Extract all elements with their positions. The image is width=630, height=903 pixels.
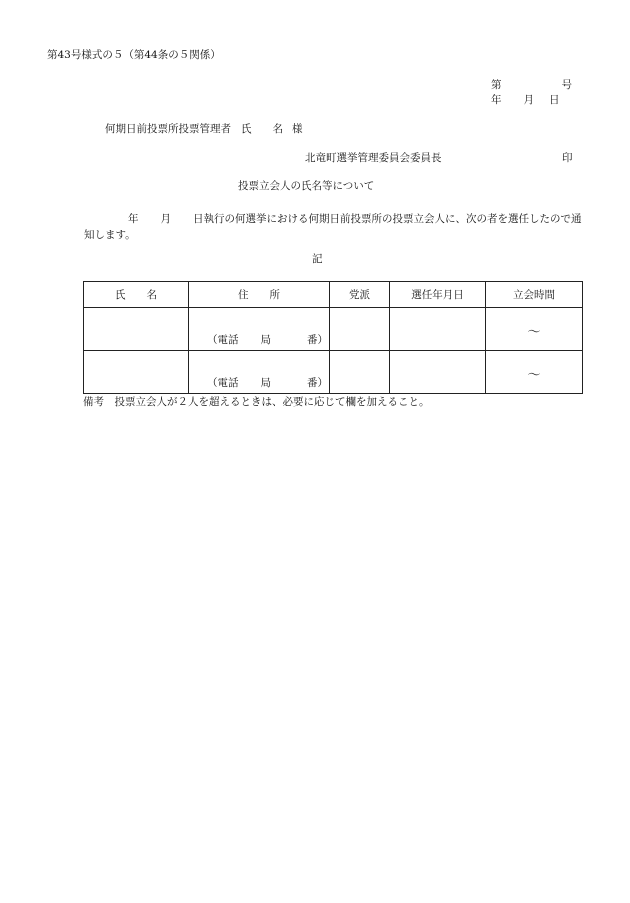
phone-placeholder: （電話 局 番） [207, 377, 328, 389]
remarks-note: 備考 投票立会人が２人を超えるときは、必要に応じて欄を加えること。 [83, 396, 430, 408]
cell-name [84, 351, 189, 394]
cell-name [84, 308, 189, 351]
addressee-honorific: 様 [292, 123, 303, 135]
cell-party [330, 308, 390, 351]
notice-body [84, 211, 584, 243]
time-range-separator: ～ [527, 368, 541, 383]
header-name: 氏 名 [84, 282, 189, 308]
body-month: 月 [160, 213, 171, 225]
document-number-line [491, 80, 572, 91]
seal-mark: 印 [562, 152, 573, 164]
header-address: 住 所 [189, 282, 330, 308]
form-number: 第43号様式の５（第44条の５関係） [47, 49, 221, 61]
header-party: 党派 [330, 282, 390, 308]
phone-placeholder: （電話 局 番） [207, 334, 328, 346]
addressee-name-label: 氏 名 [241, 123, 283, 135]
cell-address [189, 308, 330, 351]
table-row [84, 351, 583, 394]
addressee-line [105, 124, 303, 135]
cell-appointment-date [390, 308, 486, 351]
body-year: 年 [128, 213, 139, 225]
document-subject: 投票立会人の氏名等について [238, 180, 375, 192]
date-year: 年 [491, 94, 502, 106]
number-suffix: 号 [561, 79, 572, 91]
number-prefix: 第 [491, 79, 502, 91]
date-day: 日 [549, 94, 560, 106]
header-attendance-time: 立会時間 [486, 282, 583, 308]
issue-date-line [491, 95, 560, 106]
table-header-row [84, 282, 583, 308]
witness-table [83, 281, 583, 394]
cell-attendance-time [486, 308, 583, 351]
cell-attendance-time [486, 351, 583, 394]
cell-appointment-date [390, 351, 486, 394]
cell-party [330, 351, 390, 394]
sender-title: 北竜町選挙管理委員会委員長 [305, 152, 442, 164]
addressee-title: 何期日前投票所投票管理者 [105, 123, 231, 135]
body-text: 日執行の何選挙における何期日前投票所の投票立会人に、次の者を選任したので通知します。 [84, 213, 582, 241]
date-month: 月 [523, 94, 534, 106]
time-range-separator: ～ [527, 325, 541, 340]
ki-heading: 記 [312, 253, 323, 265]
header-appointment-date: 選任年月日 [390, 282, 486, 308]
table-row [84, 308, 583, 351]
cell-address [189, 351, 330, 394]
